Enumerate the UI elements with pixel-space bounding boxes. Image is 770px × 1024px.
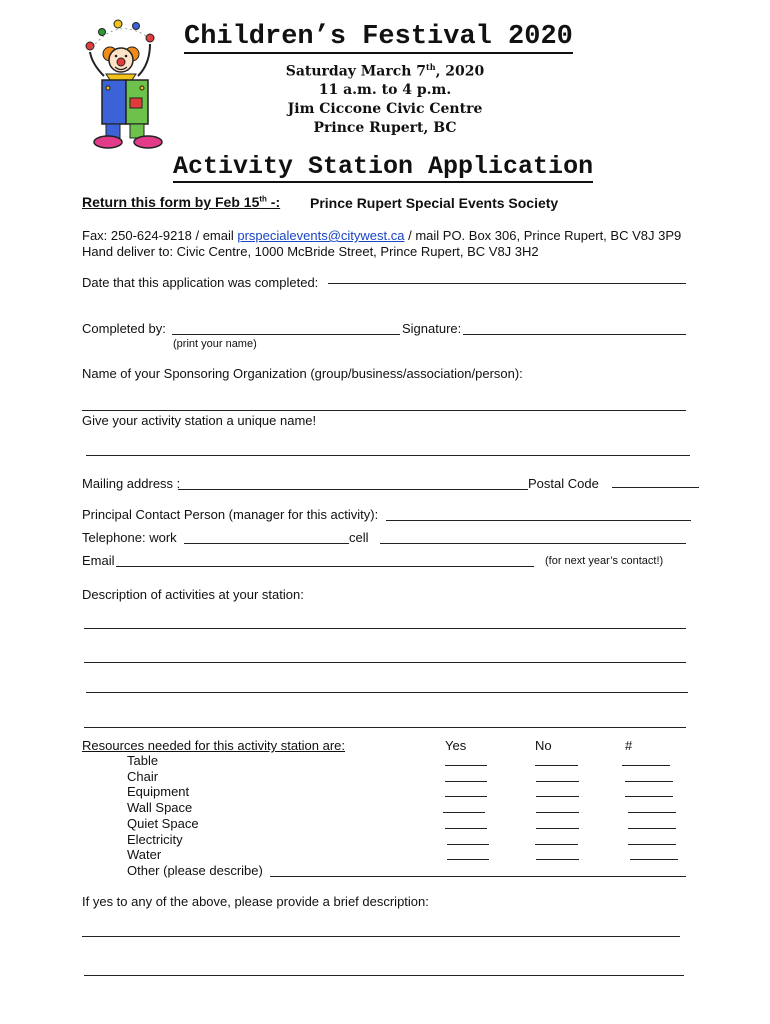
- resource-count-field[interactable]: [628, 828, 676, 829]
- signature-field[interactable]: [463, 334, 686, 335]
- postal-code-field[interactable]: [612, 487, 699, 488]
- resources-col-no: No: [535, 738, 552, 753]
- resource-item-label: Equipment: [127, 784, 190, 800]
- resource-no-field[interactable]: [536, 781, 579, 782]
- form-title: Activity Station Application: [173, 152, 594, 181]
- resource-count-field[interactable]: [628, 844, 676, 845]
- completed-by-field[interactable]: [172, 334, 400, 335]
- resource-yes-field[interactable]: [445, 828, 487, 829]
- return-sup: th: [259, 194, 267, 204]
- resource-yes-field[interactable]: [443, 812, 485, 813]
- resource-other-field[interactable]: [270, 876, 686, 877]
- mailing-address-field[interactable]: [178, 489, 528, 490]
- resource-item-label: Table: [127, 753, 159, 768]
- festival-date: [185, 62, 585, 80]
- resource-count-field[interactable]: [630, 859, 678, 860]
- sponsor-field[interactable]: [82, 410, 686, 411]
- postal-code-label: Postal Code: [528, 476, 599, 491]
- description-label: Description of activities at your station:: [82, 587, 304, 602]
- resource-count-field[interactable]: [628, 812, 676, 813]
- unique-name-field[interactable]: [86, 455, 690, 456]
- description-line-3[interactable]: [86, 692, 688, 693]
- email-label: Email: [82, 553, 115, 568]
- resource-item-label: Wall Space: [127, 800, 193, 816]
- resource-no-field[interactable]: [535, 765, 578, 766]
- resources-col-yes: Yes: [445, 738, 467, 753]
- return-label: Return this form by Feb 15: [82, 194, 260, 210]
- festival-title: [184, 22, 573, 52]
- date-sup: th: [426, 62, 436, 72]
- resource-no-field[interactable]: [536, 812, 579, 813]
- resource-yes-field[interactable]: [447, 844, 489, 845]
- cell-label: cell: [349, 530, 369, 545]
- date-suffix: , 2020: [435, 63, 485, 80]
- resource-yes-field[interactable]: [447, 859, 489, 860]
- resource-no-field[interactable]: [536, 859, 579, 860]
- brief-description-label: If yes to any of the above, please provide a brief description:: [82, 894, 429, 909]
- print-name-hint: (print your name): [173, 338, 257, 350]
- description-line-1[interactable]: [84, 628, 686, 629]
- resource-item-label: Water: [127, 847, 162, 863]
- description-line-2[interactable]: [84, 662, 686, 663]
- resource-item-label: Quiet Space: [127, 815, 199, 831]
- telephone-work-label: Telephone: work: [82, 530, 177, 545]
- cell-field[interactable]: [380, 543, 686, 544]
- resource-item-label: Electricity: [127, 831, 183, 847]
- resource-yes-field[interactable]: [445, 796, 487, 797]
- fax-text: Fax: 250-624-9218 / email: [82, 228, 238, 243]
- resource-item-label: Chair: [127, 768, 159, 784]
- brief-description-line-1[interactable]: [82, 936, 680, 937]
- resource-no-field[interactable]: [535, 844, 578, 845]
- mail-text: / mail PO. Box 306, Prince Rupert, BC V8J 3P9: [404, 228, 682, 243]
- festival-city: Prince Rupert, BC: [313, 120, 457, 136]
- completed-by-label: Completed by:: [82, 321, 166, 336]
- resources-heading: Resources needed for this activity station are:: [82, 738, 346, 753]
- mailing-address-label: Mailing address :: [82, 476, 181, 491]
- return-instruction: [82, 194, 280, 210]
- resource-yes-field[interactable]: [445, 765, 487, 766]
- sponsor-label: Name of your Sponsoring Organization (group/business/association/person):: [82, 366, 523, 381]
- date-completed-label: Date that this application was completed:: [82, 275, 319, 290]
- juggling-clown-icon: [78, 18, 188, 153]
- telephone-work-field[interactable]: [184, 543, 349, 544]
- festival-title-text: Children’s Festival 2020: [184, 22, 573, 52]
- return-dash: -:: [266, 194, 281, 210]
- resource-yes-field[interactable]: [445, 781, 487, 782]
- email-link[interactable]: prspecialevents@citywest.ca: [237, 228, 405, 243]
- date-completed-field[interactable]: [328, 283, 686, 284]
- next-year-hint: (for next year’s contact!): [545, 555, 664, 567]
- brief-description-line-2[interactable]: [84, 975, 684, 976]
- principal-contact-label: Principal Contact Person (manager for this activity):: [82, 507, 379, 522]
- date-text: Saturday March 7: [285, 63, 427, 80]
- hand-deliver-line: Hand deliver to: Civic Centre, 1000 McBride Street, Prince Rupert, BC V8J 3H2: [82, 244, 539, 259]
- signature-label: Signature:: [402, 321, 462, 336]
- festival-time: 11 a.m. to 4 p.m.: [318, 82, 452, 98]
- email-field[interactable]: [116, 566, 534, 567]
- description-line-4[interactable]: [84, 727, 686, 728]
- resource-count-field[interactable]: [622, 765, 670, 766]
- resource-count-field[interactable]: [625, 781, 673, 782]
- resource-count-field[interactable]: [625, 796, 673, 797]
- resource-no-field[interactable]: [536, 828, 579, 829]
- contact-fax-line: [82, 228, 681, 243]
- festival-venue: Jim Ciccone Civic Centre: [287, 101, 483, 117]
- unique-name-label: Give your activity station a unique name!: [82, 413, 317, 428]
- principal-contact-field[interactable]: [386, 520, 691, 521]
- return-organization: Prince Rupert Special Events Society: [310, 195, 559, 211]
- resources-col-number: #: [625, 738, 633, 753]
- resource-no-field[interactable]: [536, 796, 579, 797]
- resource-other-label: Other (please describe): [127, 863, 263, 878]
